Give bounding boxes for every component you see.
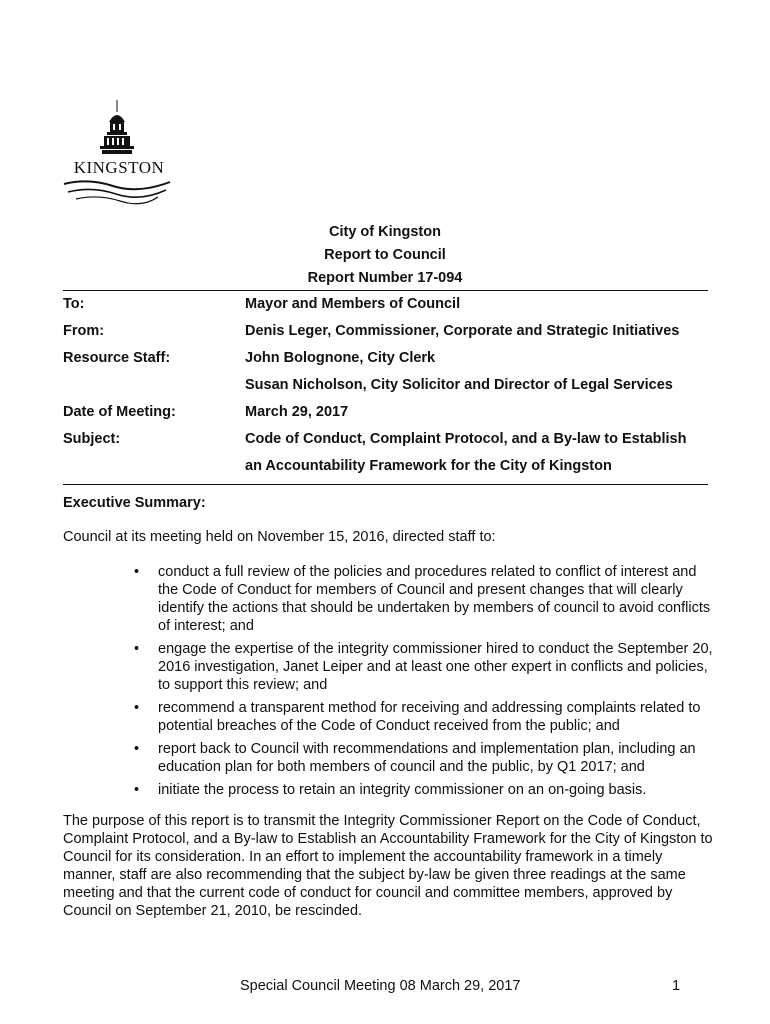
list-item-text: report back to Council with recommendations and implementation plan, including an education plan for both members of council and the public, by Q1 2017; and <box>158 741 696 775</box>
bullet-icon: • <box>134 782 140 798</box>
meta-label: To: <box>63 296 85 312</box>
meta-label: Subject: <box>63 431 121 447</box>
list-item <box>130 699 720 735</box>
meta-label: From: <box>63 323 105 339</box>
list-item <box>130 640 720 694</box>
purpose-paragraph: The purpose of this report is to transmit the Integrity Commissioner Report on the Code of Conduct, Complaint Protocol, and a By-law to Establish an Accountability Framework for the City of Kingston to Council for its consideration. In an effort to implement the accountability framework in a timely manner, staff are also recommending that the subject by-law be given three readings at the same meeting and that the current code of conduct for council and committee members, approved by Council on September 21, 2010, be rescinded. <box>63 813 713 919</box>
logo-wordmark: KINGSTON <box>73 158 165 177</box>
executive-summary-title: Executive Summary: <box>63 495 206 511</box>
top-divider <box>63 290 708 291</box>
meta-value: Code of Conduct, Complaint Protocol, and a By-law to Establish <box>245 431 687 447</box>
bullet-icon: • <box>134 741 140 757</box>
bottom-divider <box>63 484 708 485</box>
bullet-icon: • <box>134 700 140 716</box>
meta-value: March 29, 2017 <box>245 404 349 420</box>
list-item-text: conduct a full review of the policies and procedures related to conflict of interest and the Code of Conduct for members of Council and present changes that will clearly identify the actions that should be undertaken by members of council to avoid conflicts of interest; and <box>158 564 711 634</box>
report-heading <box>0 221 770 290</box>
list-item-text: initiate the process to retain an integrity commissioner on an on-going basis. <box>158 782 647 798</box>
city-hall-icon <box>58 98 176 210</box>
meta-value: Denis Leger, Commissioner, Corporate and Strategic Initiatives <box>245 323 680 339</box>
report-number: Report Number 17-094 <box>307 270 463 286</box>
meta-value: Mayor and Members of Council <box>245 296 461 312</box>
kingston-logo <box>58 98 176 210</box>
executive-summary-intro: Council at its meeting held on November 15, 2016, directed staff to: <box>63 529 496 545</box>
list-item <box>130 740 720 776</box>
list-item <box>130 781 720 799</box>
list-item-text: recommend a transparent method for receiving and addressing complaints related to potential breaches of the Code of Conduct received from the public; and <box>158 700 701 734</box>
meta-value: John Bolognone, City Clerk <box>245 350 436 366</box>
directive-list <box>130 563 720 804</box>
list-item-text: engage the expertise of the integrity commissioner hired to conduct the September 20, 2016 investigation, Janet Leiper and at least one other expert in conflicts and policies, to support this review; and <box>158 641 713 693</box>
list-item <box>130 563 720 635</box>
meta-value: an Accountability Framework for the City of Kingston <box>245 458 612 474</box>
meta-label: Resource Staff: <box>63 350 171 366</box>
bullet-icon: • <box>134 641 140 657</box>
report-type: Report to Council <box>324 247 446 263</box>
footer-text: Special Council Meeting 08 March 29, 2017 <box>240 978 521 994</box>
meta-label: Date of Meeting: <box>63 404 176 420</box>
meta-value: Susan Nicholson, City Solicitor and Director of Legal Services <box>245 377 673 393</box>
bullet-icon: • <box>134 564 140 580</box>
city-name: City of Kingston <box>329 224 441 240</box>
page-number: 1 <box>672 978 681 994</box>
